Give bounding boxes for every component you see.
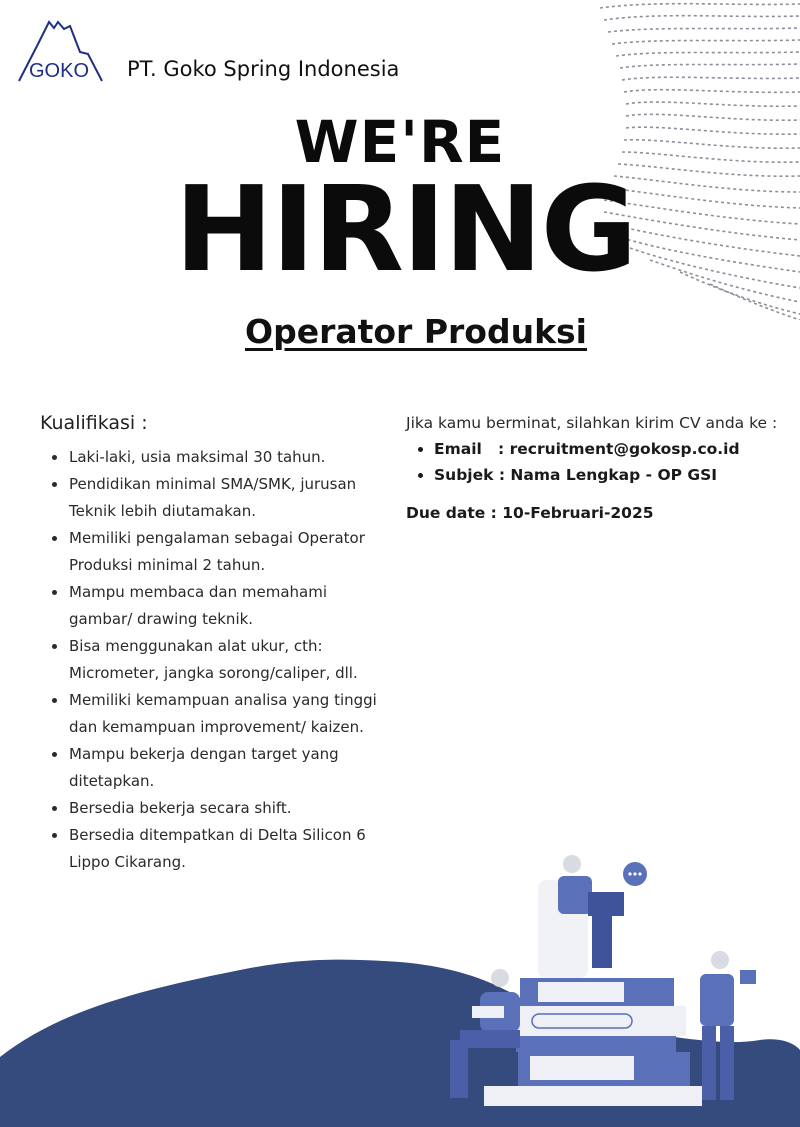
position-title	[0, 312, 800, 351]
list-item: • Memiliki kemampuan analisa yang tinggi dan kemampuan improvement/ kaizen.	[68, 687, 390, 741]
list-item: • Memiliki pengalaman sebagai Operator Produksi minimal 2 tahun.	[68, 525, 390, 579]
contact-section	[406, 414, 796, 522]
list-item: • Mampu membaca dan memahami gambar/ drawing teknik.	[68, 579, 390, 633]
contact-list	[406, 436, 796, 488]
contact-email[interactable]: • Email : recruitment@gokosp.co.id	[434, 436, 796, 462]
list-item: • Bersedia bekerja secara shift.	[68, 795, 390, 822]
list-item: • Laki-laki, usia maksimal 30 tahun.	[68, 444, 390, 471]
headline-were: WE'RE	[294, 108, 506, 176]
position-title-text: Operator Produksi	[245, 312, 587, 351]
list-item: • Pendidikan minimal SMA/SMK, jurusan Teknik lebih diutamakan.	[68, 471, 390, 525]
company-name: PT. Goko Spring Indonesia	[127, 57, 400, 81]
contact-subject: • Subjek : Nama Lengkap - OP GSI	[434, 462, 796, 488]
people-reading-books-illustration	[420, 840, 800, 1127]
headline-hiring: HIRING	[174, 160, 636, 298]
due-date: Due date : 10-Februari-2025	[406, 504, 654, 522]
qualifications-section	[40, 412, 390, 876]
list-item: • Bisa menggunakan alat ukur, cth: Micrometer, jangka sorong/caliper, dll.	[68, 633, 390, 687]
qualifications-list	[40, 444, 390, 876]
qualifications-title: Kualifikasi :	[40, 412, 148, 434]
logo-text: GOKO	[29, 60, 90, 82]
list-item: • Mampu bekerja dengan target yang ditetapkan.	[68, 741, 390, 795]
contact-intro: Jika kamu berminat, silahkan kirim CV anda ke :	[406, 414, 778, 432]
goko-logo	[16, 14, 116, 84]
list-item: • Bersedia ditempatkan di Delta Silicon 6 Lippo Cikarang.	[68, 822, 390, 876]
